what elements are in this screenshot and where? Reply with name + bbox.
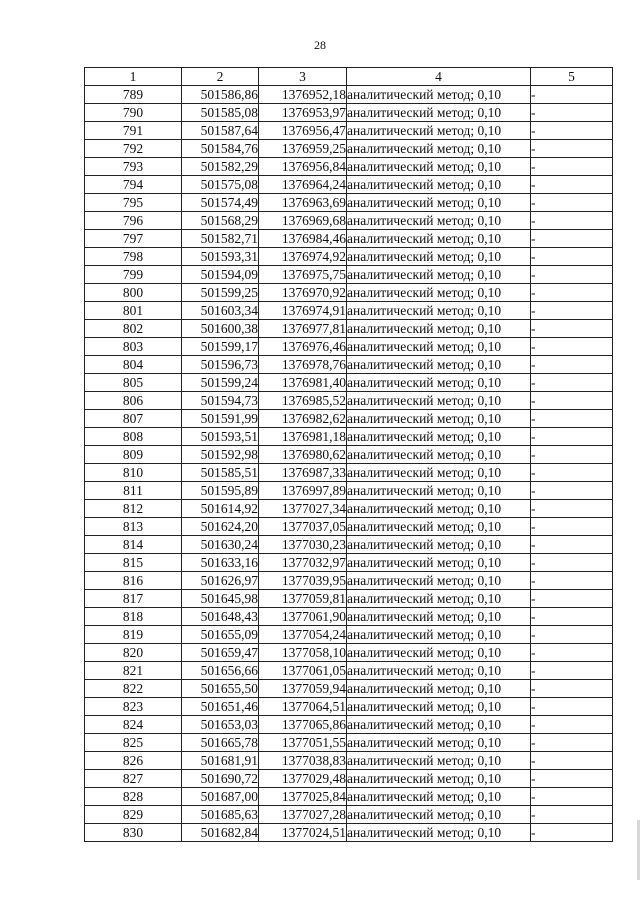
- method-accuracy-cell: аналитический метод; 0,10: [347, 266, 531, 284]
- y-coordinate-cell: 1376974,91: [259, 302, 347, 320]
- table-row: [85, 554, 613, 572]
- table-row: [85, 590, 613, 608]
- point-number-cell: 816: [85, 572, 182, 590]
- header-col-5: 5: [531, 68, 613, 86]
- y-coordinate-cell: 1376970,92: [259, 284, 347, 302]
- method-accuracy-cell: аналитический метод; 0,10: [347, 626, 531, 644]
- x-coordinate-cell: 501595,89: [182, 482, 259, 500]
- method-accuracy-cell: аналитический метод; 0,10: [347, 356, 531, 374]
- note-cell: -: [531, 392, 613, 410]
- note-cell: -: [531, 284, 613, 302]
- method-accuracy-cell: аналитический метод; 0,10: [347, 518, 531, 536]
- method-accuracy-cell: аналитический метод; 0,10: [347, 698, 531, 716]
- method-accuracy-cell: аналитический метод; 0,10: [347, 716, 531, 734]
- y-coordinate-cell: 1376963,69: [259, 194, 347, 212]
- x-coordinate-cell: 501633,16: [182, 554, 259, 572]
- point-number-cell: 809: [85, 446, 182, 464]
- method-accuracy-cell: аналитический метод; 0,10: [347, 554, 531, 572]
- point-number-cell: 793: [85, 158, 182, 176]
- note-cell: -: [531, 356, 613, 374]
- point-number-cell: 827: [85, 770, 182, 788]
- note-cell: -: [531, 122, 613, 140]
- note-cell: -: [531, 338, 613, 356]
- y-coordinate-cell: 1377039,95: [259, 572, 347, 590]
- y-coordinate-cell: 1377051,55: [259, 734, 347, 752]
- point-number-cell: 811: [85, 482, 182, 500]
- table-row: [85, 356, 613, 374]
- table-row: [85, 320, 613, 338]
- point-number-cell: 792: [85, 140, 182, 158]
- point-number-cell: 822: [85, 680, 182, 698]
- header-row: [85, 68, 613, 86]
- x-coordinate-cell: 501681,91: [182, 752, 259, 770]
- x-coordinate-cell: 501630,24: [182, 536, 259, 554]
- x-coordinate-cell: 501648,43: [182, 608, 259, 626]
- method-accuracy-cell: аналитический метод; 0,10: [347, 734, 531, 752]
- x-coordinate-cell: 501594,73: [182, 392, 259, 410]
- method-accuracy-cell: аналитический метод; 0,10: [347, 608, 531, 626]
- y-coordinate-cell: 1376959,25: [259, 140, 347, 158]
- table-row: [85, 734, 613, 752]
- note-cell: -: [531, 176, 613, 194]
- method-accuracy-cell: аналитический метод; 0,10: [347, 176, 531, 194]
- x-coordinate-cell: 501653,03: [182, 716, 259, 734]
- point-number-cell: 825: [85, 734, 182, 752]
- table-row: [85, 266, 613, 284]
- x-coordinate-cell: 501593,51: [182, 428, 259, 446]
- x-coordinate-cell: 501655,09: [182, 626, 259, 644]
- method-accuracy-cell: аналитический метод; 0,10: [347, 122, 531, 140]
- x-coordinate-cell: 501599,24: [182, 374, 259, 392]
- y-coordinate-cell: 1377059,81: [259, 590, 347, 608]
- note-cell: -: [531, 302, 613, 320]
- method-accuracy-cell: аналитический метод; 0,10: [347, 536, 531, 554]
- y-coordinate-cell: 1376978,76: [259, 356, 347, 374]
- y-coordinate-cell: 1377029,48: [259, 770, 347, 788]
- table-row: [85, 302, 613, 320]
- point-number-cell: 823: [85, 698, 182, 716]
- y-coordinate-cell: 1377065,86: [259, 716, 347, 734]
- point-number-cell: 807: [85, 410, 182, 428]
- table-row: [85, 662, 613, 680]
- note-cell: -: [531, 320, 613, 338]
- method-accuracy-cell: аналитический метод; 0,10: [347, 194, 531, 212]
- table-row: [85, 374, 613, 392]
- x-coordinate-cell: 501582,29: [182, 158, 259, 176]
- table-row: [85, 608, 613, 626]
- table-row: [85, 788, 613, 806]
- method-accuracy-cell: аналитический метод; 0,10: [347, 824, 531, 842]
- table-row: [85, 482, 613, 500]
- point-number-cell: 800: [85, 284, 182, 302]
- note-cell: -: [531, 464, 613, 482]
- point-number-cell: 799: [85, 266, 182, 284]
- note-cell: -: [531, 428, 613, 446]
- table-row: [85, 752, 613, 770]
- point-number-cell: 821: [85, 662, 182, 680]
- table-row: [85, 248, 613, 266]
- point-number-cell: 803: [85, 338, 182, 356]
- y-coordinate-cell: 1377025,84: [259, 788, 347, 806]
- coordinates-table: [84, 67, 613, 842]
- y-coordinate-cell: 1376975,75: [259, 266, 347, 284]
- header-col-4: 4: [347, 68, 531, 86]
- y-coordinate-cell: 1377054,24: [259, 626, 347, 644]
- y-coordinate-cell: 1376982,62: [259, 410, 347, 428]
- x-coordinate-cell: 501656,66: [182, 662, 259, 680]
- x-coordinate-cell: 501687,00: [182, 788, 259, 806]
- method-accuracy-cell: аналитический метод; 0,10: [347, 86, 531, 104]
- point-number-cell: 824: [85, 716, 182, 734]
- method-accuracy-cell: аналитический метод; 0,10: [347, 140, 531, 158]
- x-coordinate-cell: 501682,84: [182, 824, 259, 842]
- x-coordinate-cell: 501568,29: [182, 212, 259, 230]
- x-coordinate-cell: 501614,92: [182, 500, 259, 518]
- note-cell: -: [531, 662, 613, 680]
- point-number-cell: 790: [85, 104, 182, 122]
- note-cell: -: [531, 770, 613, 788]
- x-coordinate-cell: 501585,08: [182, 104, 259, 122]
- point-number-cell: 830: [85, 824, 182, 842]
- x-coordinate-cell: 501586,86: [182, 86, 259, 104]
- point-number-cell: 806: [85, 392, 182, 410]
- note-cell: -: [531, 446, 613, 464]
- method-accuracy-cell: аналитический метод; 0,10: [347, 752, 531, 770]
- point-number-cell: 819: [85, 626, 182, 644]
- table-row: [85, 338, 613, 356]
- method-accuracy-cell: аналитический метод; 0,10: [347, 248, 531, 266]
- table-row: [85, 464, 613, 482]
- note-cell: -: [531, 680, 613, 698]
- x-coordinate-cell: 501603,34: [182, 302, 259, 320]
- y-coordinate-cell: 1376981,18: [259, 428, 347, 446]
- x-coordinate-cell: 501655,50: [182, 680, 259, 698]
- x-coordinate-cell: 501574,49: [182, 194, 259, 212]
- y-coordinate-cell: 1377061,90: [259, 608, 347, 626]
- note-cell: -: [531, 824, 613, 842]
- method-accuracy-cell: аналитический метод; 0,10: [347, 284, 531, 302]
- y-coordinate-cell: 1376980,62: [259, 446, 347, 464]
- y-coordinate-cell: 1376956,84: [259, 158, 347, 176]
- method-accuracy-cell: аналитический метод; 0,10: [347, 428, 531, 446]
- y-coordinate-cell: 1377059,94: [259, 680, 347, 698]
- y-coordinate-cell: 1377037,05: [259, 518, 347, 536]
- note-cell: -: [531, 572, 613, 590]
- y-coordinate-cell: 1376956,47: [259, 122, 347, 140]
- table-row: [85, 680, 613, 698]
- point-number-cell: 810: [85, 464, 182, 482]
- method-accuracy-cell: аналитический метод; 0,10: [347, 590, 531, 608]
- x-coordinate-cell: 501584,76: [182, 140, 259, 158]
- note-cell: -: [531, 536, 613, 554]
- note-cell: -: [531, 140, 613, 158]
- table-row: [85, 536, 613, 554]
- point-number-cell: 818: [85, 608, 182, 626]
- y-coordinate-cell: 1376969,68: [259, 212, 347, 230]
- note-cell: -: [531, 266, 613, 284]
- y-coordinate-cell: 1376981,40: [259, 374, 347, 392]
- x-coordinate-cell: 501585,51: [182, 464, 259, 482]
- note-cell: -: [531, 698, 613, 716]
- table-row: [85, 698, 613, 716]
- y-coordinate-cell: 1377027,34: [259, 500, 347, 518]
- y-coordinate-cell: 1377064,51: [259, 698, 347, 716]
- y-coordinate-cell: 1377027,28: [259, 806, 347, 824]
- point-number-cell: 791: [85, 122, 182, 140]
- note-cell: -: [531, 500, 613, 518]
- note-cell: -: [531, 518, 613, 536]
- method-accuracy-cell: аналитический метод; 0,10: [347, 770, 531, 788]
- table-row: [85, 230, 613, 248]
- table-row: [85, 212, 613, 230]
- table-header: [85, 68, 613, 86]
- x-coordinate-cell: 501645,98: [182, 590, 259, 608]
- table-row: [85, 518, 613, 536]
- point-number-cell: 812: [85, 500, 182, 518]
- note-cell: -: [531, 212, 613, 230]
- y-coordinate-cell: 1376977,81: [259, 320, 347, 338]
- table-row: [85, 806, 613, 824]
- point-number-cell: 789: [85, 86, 182, 104]
- x-coordinate-cell: 501651,46: [182, 698, 259, 716]
- note-cell: -: [531, 734, 613, 752]
- y-coordinate-cell: 1377058,10: [259, 644, 347, 662]
- point-number-cell: 815: [85, 554, 182, 572]
- method-accuracy-cell: аналитический метод; 0,10: [347, 212, 531, 230]
- note-cell: -: [531, 608, 613, 626]
- point-number-cell: 817: [85, 590, 182, 608]
- table-row: [85, 824, 613, 842]
- method-accuracy-cell: аналитический метод; 0,10: [347, 104, 531, 122]
- x-coordinate-cell: 501592,98: [182, 446, 259, 464]
- note-cell: -: [531, 644, 613, 662]
- point-number-cell: 794: [85, 176, 182, 194]
- table-row: [85, 86, 613, 104]
- y-coordinate-cell: 1377024,51: [259, 824, 347, 842]
- note-cell: -: [531, 194, 613, 212]
- method-accuracy-cell: аналитический метод; 0,10: [347, 446, 531, 464]
- y-coordinate-cell: 1376997,89: [259, 482, 347, 500]
- x-coordinate-cell: 501575,08: [182, 176, 259, 194]
- point-number-cell: 798: [85, 248, 182, 266]
- table-row: [85, 104, 613, 122]
- page-number: 28: [314, 38, 326, 52]
- point-number-cell: 805: [85, 374, 182, 392]
- x-coordinate-cell: 501596,73: [182, 356, 259, 374]
- x-coordinate-cell: 501594,09: [182, 266, 259, 284]
- y-coordinate-cell: 1377038,83: [259, 752, 347, 770]
- table-row: [85, 158, 613, 176]
- x-coordinate-cell: 501665,78: [182, 734, 259, 752]
- x-coordinate-cell: 501599,25: [182, 284, 259, 302]
- note-cell: -: [531, 554, 613, 572]
- method-accuracy-cell: аналитический метод; 0,10: [347, 464, 531, 482]
- x-coordinate-cell: 501690,72: [182, 770, 259, 788]
- point-number-cell: 795: [85, 194, 182, 212]
- point-number-cell: 826: [85, 752, 182, 770]
- method-accuracy-cell: аналитический метод; 0,10: [347, 482, 531, 500]
- table-row: [85, 770, 613, 788]
- table-row: [85, 284, 613, 302]
- method-accuracy-cell: аналитический метод; 0,10: [347, 338, 531, 356]
- header-col-3: 3: [259, 68, 347, 86]
- point-number-cell: 801: [85, 302, 182, 320]
- note-cell: -: [531, 86, 613, 104]
- point-number-cell: 829: [85, 806, 182, 824]
- y-coordinate-cell: 1376974,92: [259, 248, 347, 266]
- note-cell: -: [531, 752, 613, 770]
- method-accuracy-cell: аналитический метод; 0,10: [347, 680, 531, 698]
- x-coordinate-cell: 501659,47: [182, 644, 259, 662]
- method-accuracy-cell: аналитический метод; 0,10: [347, 500, 531, 518]
- y-coordinate-cell: 1377032,97: [259, 554, 347, 572]
- table-row: [85, 446, 613, 464]
- note-cell: -: [531, 626, 613, 644]
- method-accuracy-cell: аналитический метод; 0,10: [347, 230, 531, 248]
- table-row: [85, 716, 613, 734]
- point-number-cell: 802: [85, 320, 182, 338]
- note-cell: -: [531, 410, 613, 428]
- table-row: [85, 176, 613, 194]
- method-accuracy-cell: аналитический метод; 0,10: [347, 374, 531, 392]
- method-accuracy-cell: аналитический метод; 0,10: [347, 392, 531, 410]
- note-cell: -: [531, 482, 613, 500]
- point-number-cell: 820: [85, 644, 182, 662]
- method-accuracy-cell: аналитический метод; 0,10: [347, 302, 531, 320]
- x-coordinate-cell: 501600,38: [182, 320, 259, 338]
- note-cell: -: [531, 248, 613, 266]
- header-col-1: 1: [85, 68, 182, 86]
- note-cell: -: [531, 590, 613, 608]
- note-cell: -: [531, 104, 613, 122]
- method-accuracy-cell: аналитический метод; 0,10: [347, 410, 531, 428]
- point-number-cell: 797: [85, 230, 182, 248]
- y-coordinate-cell: 1376987,33: [259, 464, 347, 482]
- point-number-cell: 828: [85, 788, 182, 806]
- y-coordinate-cell: 1376985,52: [259, 392, 347, 410]
- x-coordinate-cell: 501685,63: [182, 806, 259, 824]
- table-body: [85, 86, 613, 842]
- note-cell: -: [531, 230, 613, 248]
- y-coordinate-cell: 1376953,97: [259, 104, 347, 122]
- note-cell: -: [531, 806, 613, 824]
- x-coordinate-cell: 501591,99: [182, 410, 259, 428]
- table-row: [85, 572, 613, 590]
- method-accuracy-cell: аналитический метод; 0,10: [347, 572, 531, 590]
- table-row: [85, 194, 613, 212]
- method-accuracy-cell: аналитический метод; 0,10: [347, 644, 531, 662]
- note-cell: -: [531, 374, 613, 392]
- method-accuracy-cell: аналитический метод; 0,10: [347, 662, 531, 680]
- y-coordinate-cell: 1377061,05: [259, 662, 347, 680]
- header-col-2: 2: [182, 68, 259, 86]
- note-cell: -: [531, 158, 613, 176]
- x-coordinate-cell: 501599,17: [182, 338, 259, 356]
- table-row: [85, 626, 613, 644]
- table-row: [85, 122, 613, 140]
- note-cell: -: [531, 788, 613, 806]
- table-row: [85, 644, 613, 662]
- y-coordinate-cell: 1376964,24: [259, 176, 347, 194]
- y-coordinate-cell: 1376984,46: [259, 230, 347, 248]
- method-accuracy-cell: аналитический метод; 0,10: [347, 320, 531, 338]
- point-number-cell: 813: [85, 518, 182, 536]
- x-coordinate-cell: 501626,97: [182, 572, 259, 590]
- x-coordinate-cell: 501582,71: [182, 230, 259, 248]
- x-coordinate-cell: 501593,31: [182, 248, 259, 266]
- point-number-cell: 808: [85, 428, 182, 446]
- table-row: [85, 428, 613, 446]
- table-row: [85, 392, 613, 410]
- method-accuracy-cell: аналитический метод; 0,10: [347, 788, 531, 806]
- table-row: [85, 410, 613, 428]
- point-number-cell: 814: [85, 536, 182, 554]
- point-number-cell: 804: [85, 356, 182, 374]
- y-coordinate-cell: 1376976,46: [259, 338, 347, 356]
- table-row: [85, 500, 613, 518]
- table-row: [85, 140, 613, 158]
- x-coordinate-cell: 501587,64: [182, 122, 259, 140]
- point-number-cell: 796: [85, 212, 182, 230]
- method-accuracy-cell: аналитический метод; 0,10: [347, 806, 531, 824]
- y-coordinate-cell: 1376952,18: [259, 86, 347, 104]
- note-cell: -: [531, 716, 613, 734]
- y-coordinate-cell: 1377030,23: [259, 536, 347, 554]
- x-coordinate-cell: 501624,20: [182, 518, 259, 536]
- method-accuracy-cell: аналитический метод; 0,10: [347, 158, 531, 176]
